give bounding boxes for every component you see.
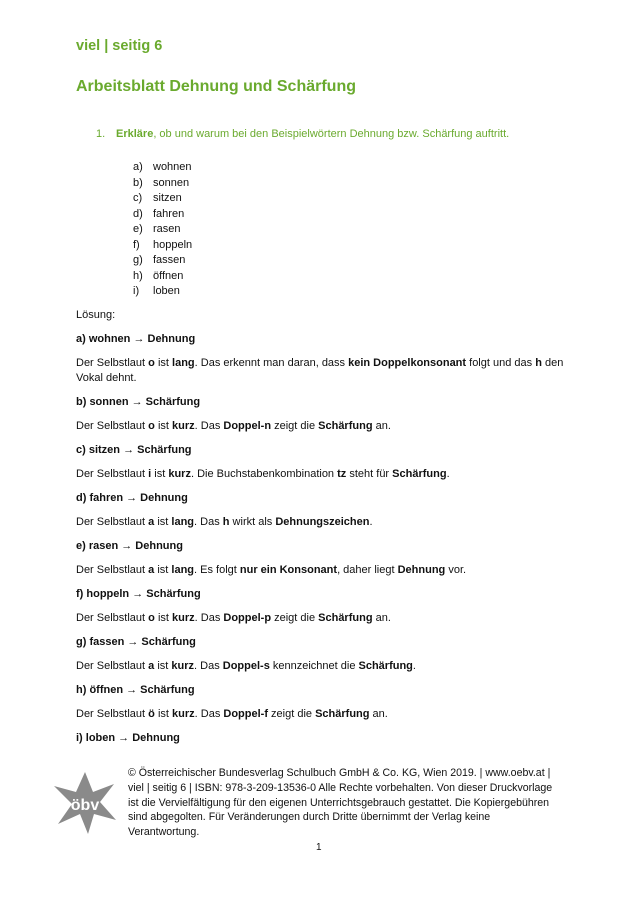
task-text: , ob und warum bei den Beispielwörtern Dehnung bzw. Schärfung auftritt. bbox=[153, 128, 510, 140]
answer-list bbox=[76, 332, 566, 746]
emphasis-text: Doppel-n bbox=[223, 420, 272, 432]
plain-text: den Vokal dehnt. bbox=[76, 357, 564, 384]
emphasis-text: Doppel-p bbox=[223, 612, 272, 624]
word-letter: d) bbox=[133, 207, 143, 220]
copyright-notice: © Österreichischer Bundesverlag Schulbuch GmbH & Co. KG, Wien 2019. | www.oebv.at | viel | seitig 6 | ISBN: 978-3-209-13536-0 Alle Rechte vorbehalten. Von dieser Druckvorlage ist die Vervielfältigung für den eigenen Unterrichtsgebrauch gestattet. Die Kopiergebühren sind abgegolten. Für Veränderungen durch Dritte übernimmt der Verlag keine Verantwortung. bbox=[128, 767, 553, 839]
plain-text: steht für bbox=[346, 468, 393, 480]
plain-text: zeigt die bbox=[267, 708, 316, 720]
word-text: sitzen bbox=[153, 192, 182, 204]
emphasis-text: a bbox=[148, 564, 155, 576]
emphasis-text: Doppel-s bbox=[222, 660, 270, 672]
word-item bbox=[133, 269, 192, 285]
emphasis-text: a bbox=[148, 660, 155, 672]
word-letter: g) bbox=[133, 254, 143, 266]
plain-text: folgt und das bbox=[466, 357, 536, 369]
answer-heading: e) rasen → Dehnung bbox=[76, 540, 183, 552]
emphasis-text: nur ein Konsonant bbox=[239, 564, 338, 576]
plain-text: Der Selbstlaut bbox=[76, 708, 149, 720]
plain-text: , daher liegt bbox=[337, 564, 398, 576]
plain-text: . Das bbox=[194, 516, 223, 528]
word-letter: c) bbox=[133, 192, 143, 204]
word-text: rasen bbox=[153, 223, 181, 235]
solution-label: Lösung: bbox=[76, 309, 116, 321]
plain-text: ist bbox=[154, 708, 173, 720]
plain-text: ist bbox=[151, 468, 169, 480]
emphasis-text: h bbox=[222, 516, 230, 528]
emphasis-text: h bbox=[535, 357, 542, 369]
word-item bbox=[133, 238, 192, 254]
logo-text: öbv bbox=[70, 797, 100, 814]
plain-text: kennzeichnet die bbox=[269, 660, 359, 672]
task-number: 1. bbox=[96, 128, 106, 140]
word-item bbox=[133, 222, 192, 238]
solution-section bbox=[76, 308, 566, 755]
answer-heading: d) fahren → Dehnung bbox=[76, 492, 188, 504]
plain-text: . bbox=[446, 468, 450, 480]
answer-heading: i) loben → Dehnung bbox=[76, 732, 180, 744]
plain-text: . Das bbox=[194, 660, 223, 672]
plain-text: vor. bbox=[445, 564, 467, 576]
emphasis-text: lang bbox=[171, 516, 195, 528]
header-title: viel | seitig 6 bbox=[76, 38, 163, 54]
plain-text: wirkt als bbox=[229, 516, 276, 528]
emphasis-text: Schärfung bbox=[318, 420, 373, 432]
plain-text: ist bbox=[154, 564, 172, 576]
word-text: öffnen bbox=[153, 269, 184, 282]
sheet-title: Arbeitsblatt Dehnung und Schärfung bbox=[76, 78, 356, 95]
task-instruction bbox=[96, 128, 509, 140]
word-letter: e) bbox=[133, 223, 143, 235]
plain-text: . Es folgt bbox=[194, 564, 240, 576]
answer-explanation bbox=[76, 563, 566, 578]
plain-text: Der Selbstlaut bbox=[76, 468, 149, 480]
emphasis-text: kurz bbox=[172, 708, 195, 720]
plain-text: . Das bbox=[194, 420, 224, 432]
word-item bbox=[133, 207, 192, 223]
emphasis-text: Dehnung bbox=[397, 564, 446, 576]
plain-text: zeigt die bbox=[271, 420, 319, 432]
answer-heading: h) öffnen → Schärfung bbox=[76, 684, 195, 696]
plain-text: . Die Buchstabenkombination bbox=[190, 468, 338, 480]
word-text: fassen bbox=[153, 254, 186, 266]
plain-text: an. bbox=[369, 708, 388, 720]
word-item bbox=[133, 176, 192, 192]
emphasis-text: kurz bbox=[172, 420, 195, 432]
plain-text: . bbox=[369, 516, 373, 528]
emphasis-text: lang bbox=[171, 564, 195, 576]
answer-explanation bbox=[76, 356, 566, 386]
emphasis-text: kurz bbox=[172, 612, 195, 624]
plain-text: ist bbox=[154, 420, 173, 432]
word-letter: h) bbox=[133, 269, 143, 282]
word-letter: a) bbox=[133, 161, 143, 173]
word-letter: b) bbox=[133, 176, 143, 189]
emphasis-text: o bbox=[148, 420, 155, 432]
word-text: sonnen bbox=[153, 176, 190, 189]
emphasis-text: Dehnungszeichen bbox=[275, 516, 370, 528]
plain-text: . Das erkennt man daran, dass bbox=[194, 357, 349, 369]
plain-text: Der Selbstlaut bbox=[76, 564, 149, 576]
answer-explanation bbox=[76, 611, 566, 626]
plain-text: ist bbox=[154, 612, 173, 624]
emphasis-text: Schärfung bbox=[358, 660, 413, 672]
word-item bbox=[133, 253, 192, 269]
emphasis-text: ö bbox=[148, 708, 155, 720]
emphasis-text: Schärfung bbox=[315, 708, 370, 720]
emphasis-text: kurz bbox=[171, 660, 195, 672]
answer-explanation bbox=[76, 515, 566, 530]
word-letter: f) bbox=[133, 238, 140, 251]
plain-text: an. bbox=[372, 612, 391, 624]
answer-heading: g) fassen → Schärfung bbox=[76, 636, 196, 648]
answer-explanation bbox=[76, 659, 566, 674]
plain-text: Der Selbstlaut bbox=[76, 420, 149, 432]
plain-text: ist bbox=[154, 660, 172, 672]
plain-text: ist bbox=[154, 516, 172, 528]
page-number: 1 bbox=[316, 842, 322, 853]
word-text: wohnen bbox=[153, 161, 192, 173]
emphasis-text: lang bbox=[172, 357, 195, 369]
word-item bbox=[133, 191, 192, 207]
plain-text: . Das bbox=[194, 708, 224, 720]
emphasis-text: o bbox=[148, 612, 155, 624]
plain-text: Der Selbstlaut bbox=[76, 357, 149, 369]
answer-explanation bbox=[76, 467, 566, 482]
plain-text: . Das bbox=[194, 612, 224, 624]
word-text: fahren bbox=[153, 207, 185, 220]
emphasis-text: tz bbox=[337, 468, 347, 480]
emphasis-text: Doppel-f bbox=[223, 708, 268, 720]
emphasis-text: o bbox=[148, 357, 155, 369]
word-text: hoppeln bbox=[153, 238, 193, 251]
word-list bbox=[133, 160, 192, 300]
answer-heading: a) wohnen → Dehnung bbox=[76, 333, 196, 345]
plain-text: ist bbox=[154, 357, 173, 369]
answer-heading: b) sonnen → Schärfung bbox=[76, 396, 201, 408]
emphasis-text: Schärfung bbox=[392, 468, 447, 480]
oebv-logo bbox=[52, 770, 118, 836]
emphasis-text: kein Doppelkonsonant bbox=[348, 357, 467, 369]
answer-heading: c) sitzen → Schärfung bbox=[76, 444, 192, 456]
answer-explanation bbox=[76, 707, 566, 722]
task-verb: Erkläre bbox=[116, 128, 154, 140]
word-item bbox=[133, 284, 192, 300]
word-text: loben bbox=[153, 285, 180, 297]
word-letter: i) bbox=[133, 285, 140, 297]
answer-explanation bbox=[76, 419, 566, 434]
emphasis-text: kurz bbox=[168, 468, 191, 480]
plain-text: Der Selbstlaut bbox=[76, 516, 149, 528]
word-item bbox=[133, 160, 192, 176]
plain-text: Der Selbstlaut bbox=[76, 612, 149, 624]
plain-text: Der Selbstlaut bbox=[76, 660, 149, 672]
plain-text: . bbox=[412, 660, 416, 672]
plain-text: zeigt die bbox=[271, 612, 319, 624]
emphasis-text: a bbox=[148, 516, 155, 528]
answer-heading: f) hoppeln → Schärfung bbox=[76, 588, 201, 600]
emphasis-text: i bbox=[148, 468, 152, 480]
emphasis-text: Schärfung bbox=[318, 612, 373, 624]
plain-text: an. bbox=[372, 420, 391, 432]
